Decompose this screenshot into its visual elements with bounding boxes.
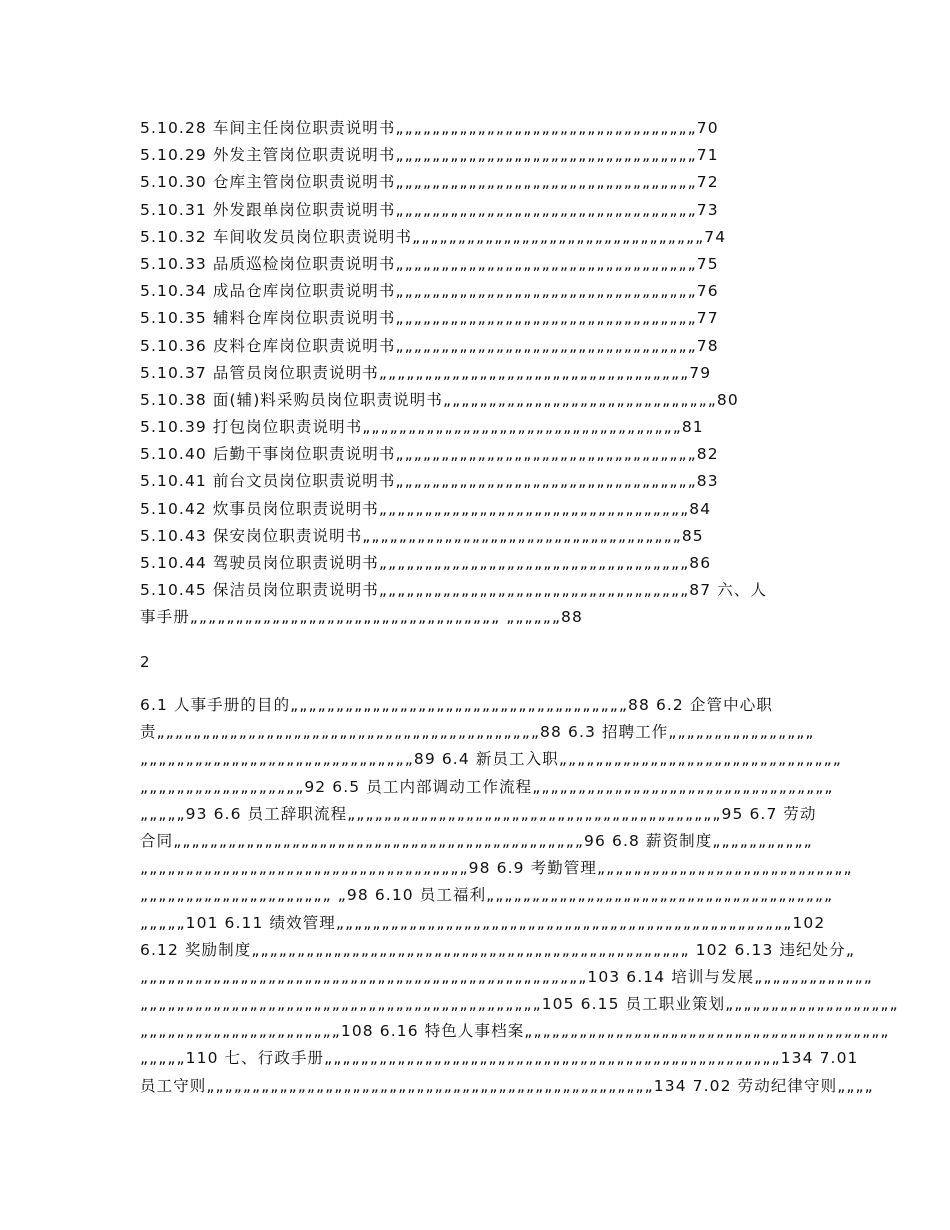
toc-entry: „„„„„„„„„„„„„„„„„„„„„„„„„„„„„„89 6.4 新员工入职„„„„„„„„„„„„„„„„„„„„„„„„„„„„„„„ [140,750,842,769]
toc-entry: 5.10.45 保洁员岗位职责说明书„„„„„„„„„„„„„„„„„„„„„„„„„„„„„„„„„„87 六、人 [140,581,768,600]
toc-entry: 5.10.33 品质巡检岗位职责说明书„„„„„„„„„„„„„„„„„„„„„„„„„„„„„„„„„75 [140,254,719,273]
toc-entry: „„„„„„„„„„„„„„„„„„„„„ „98 6.10 员工福利„„„„„„„„„„„„„„„„„„„„„„„„„„„„„„„„„„„„„„ [140,886,834,905]
toc-entry: 5.10.30 仓库主管岗位职责说明书„„„„„„„„„„„„„„„„„„„„„„„„„„„„„„„„„72 [140,173,719,192]
toc-entry: 5.10.38 面(辅)料采购员岗位职责说明书„„„„„„„„„„„„„„„„„„„„„„„„„„„„„„80 [140,390,739,409]
toc-entry: 5.10.44 驾驶员岗位职责说明书„„„„„„„„„„„„„„„„„„„„„„„„„„„„„„„„„„86 [140,554,712,572]
toc-entry: 6.12 奖励制度„„„„„„„„„„„„„„„„„„„„„„„„„„„„„„„„„„„„„„„„„„„„„„„„ 102 6.13 违纪处分„ [140,940,855,959]
toc-entry: „„„„„110 七、行政手册„„„„„„„„„„„„„„„„„„„„„„„„„„„„„„„„„„„„„„„„„„„„„„„„„„134 7.01 [140,1049,859,1068]
toc-entry: „„„„„„„„„„„„„„„„„„„„„„„„„„„„„„„„„„„„„„„„„„„„105 6.15 员工职业策划„„„„„„„„„„„„„„„„„„„ [140,995,899,1014]
toc-entry: 5.10.34 成品仓库岗位职责说明书„„„„„„„„„„„„„„„„„„„„„„„„„„„„„„„„„76 [140,282,719,301]
toc-entry: „„„„„„„„„„„„„„„„„„„„„„108 6.16 特色人事档案„„„„„„„„„„„„„„„„„„„„„„„„„„„„„„„„„„„„„„„„ [140,1022,890,1041]
toc-entry: 5.10.28 车间主任岗位职责说明书„„„„„„„„„„„„„„„„„„„„„„„„„„„„„„„„„70 [140,119,719,137]
toc-entry: „„„„„„„„„„„„„„„„„„„„„„„„„„„„„„„„„„„„„„„„„„„„„„„„„103 6.14 培训与发展„„„„„„„„„„„„„ [140,967,873,986]
toc-entry: 5.10.36 皮料仓库岗位职责说明书„„„„„„„„„„„„„„„„„„„„„„„„„„„„„„„„„78 [140,336,719,355]
toc-entry: 员工守则„„„„„„„„„„„„„„„„„„„„„„„„„„„„„„„„„„„„„„„„„„„„„„„„„134 7.02 劳动纪律守则„„„„ [140,1076,874,1095]
toc-entry: 6.1 人事手册的目的„„„„„„„„„„„„„„„„„„„„„„„„„„„„„„„„„„„„„88 6.2 企管中心职 [140,696,773,714]
toc-entry: „„„„„93 6.6 员工辞职流程„„„„„„„„„„„„„„„„„„„„„„„„„„„„„„„„„„„„„„„„„95 6.7 劳动 [140,804,817,823]
toc-entry: 5.10.39 打包岗位职责说明书„„„„„„„„„„„„„„„„„„„„„„„„„„„„„„„„„„„81 [140,418,704,437]
toc-entry: 责„„„„„„„„„„„„„„„„„„„„„„„„„„„„„„„„„„„„„„„„„„88 6.3 招聘工作„„„„„„„„„„„„„„„„ [140,723,815,742]
toc-entry: 5.10.37 品管员岗位职责说明书„„„„„„„„„„„„„„„„„„„„„„„„„„„„„„„„„„79 [140,363,712,382]
toc-entry: „„„„„„„„„„„„„„„„„„92 6.5 员工内部调动工作流程„„„„„„„„„„„„„„„„„„„„„„„„„„„„„„„„„ [140,777,834,796]
page-number: 2 [140,653,150,671]
toc-entry: 事手册„„„„„„„„„„„„„„„„„„„„„„„„„„„„„„„„„„ „„„„„„88 [140,608,583,627]
toc-entry: 5.10.31 外发跟单岗位职责说明书„„„„„„„„„„„„„„„„„„„„„„„„„„„„„„„„„73 [140,200,719,219]
toc-entry: 5.10.42 炊事员岗位职责说明书„„„„„„„„„„„„„„„„„„„„„„„„„„„„„„„„„„84 [140,499,712,518]
toc-entry: „„„„„101 6.11 绩效管理„„„„„„„„„„„„„„„„„„„„„„„„„„„„„„„„„„„„„„„„„„„„„„„„„„102 [140,913,826,932]
toc-entry: 5.10.35 辅料仓库岗位职责说明书„„„„„„„„„„„„„„„„„„„„„„„„„„„„„„„„„77 [140,309,719,328]
toc-entry: 5.10.40 后勤干事岗位职责说明书„„„„„„„„„„„„„„„„„„„„„„„„„„„„„„„„„82 [140,445,719,464]
toc-entry: 5.10.32 车间收发员岗位职责说明书„„„„„„„„„„„„„„„„„„„„„„„„„„„„„„„„74 [140,227,727,246]
table-of-contents-section-6 [140,692,899,1100]
toc-entry: 5.10.41 前台文员岗位职责说明书„„„„„„„„„„„„„„„„„„„„„„„„„„„„„„„„„83 [140,472,719,491]
toc-entry: „„„„„„„„„„„„„„„„„„„„„„„„„„„„„„„„„„„„98 6.9 考勤管理„„„„„„„„„„„„„„„„„„„„„„„„„„„„ [140,859,853,878]
toc-entry: 合同„„„„„„„„„„„„„„„„„„„„„„„„„„„„„„„„„„„„„„„„„„„„„96 6.8 薪资制度„„„„„„„„„„„ [140,831,813,850]
toc-entry: 5.10.43 保安岗位职责说明书„„„„„„„„„„„„„„„„„„„„„„„„„„„„„„„„„„„85 [140,526,704,545]
toc-entry: 5.10.29 外发主管岗位职责说明书„„„„„„„„„„„„„„„„„„„„„„„„„„„„„„„„„71 [140,146,719,165]
table-of-contents-section-5 [140,115,810,632]
